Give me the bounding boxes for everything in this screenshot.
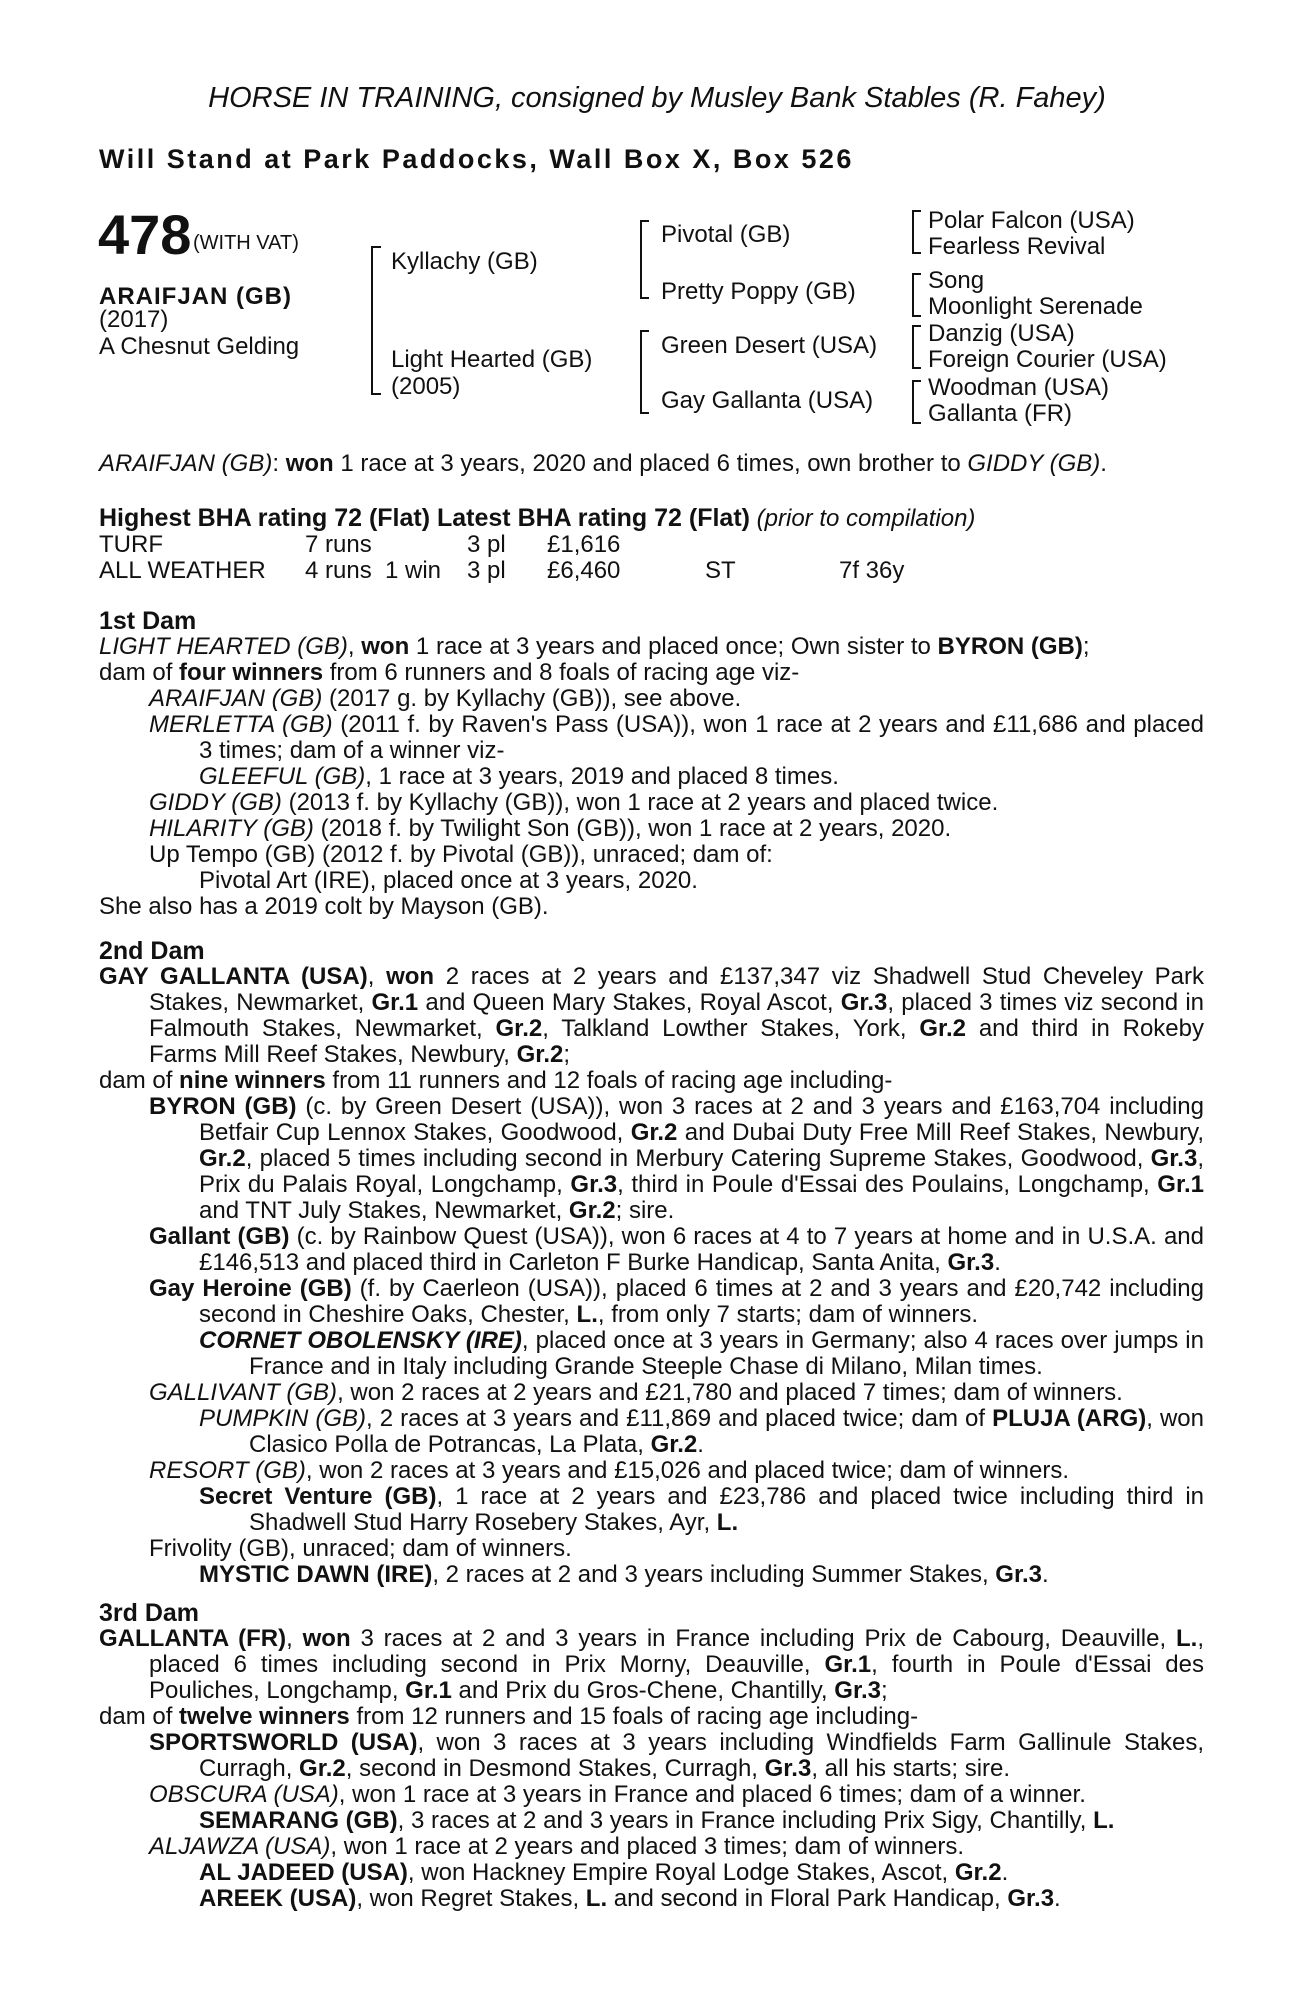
third-dam-section: 3rd Dam GALLANTA (FR), won 3 races at 2 and 3 years in France including Prix de Cabourg, Deauville, L., placed 6 times including second in Prix Morny, Deauville, Gr.1, fourth in Poule d'Essai des Pouliches, Longchamp, Gr.1 and Prix du Gros-Chene, Chantilly, Gr.3; dam of twelve winners from 12 runners and 15 foals of racing age including- SPORTSWORLD (USA), won 3 races at 3 years including Windfields Farm Gallinule Stakes, Curragh, Gr.2, second in Desmond Stakes, Curragh, Gr.3, all his starts; sire. OBSCURA (USA), won 1 race at 3 years in France and placed 6 times; dam of a winner. SEMARANG (GB), 3 races at 2 and 3 years in France including Prix Sigy, Chantilly, L. ALJAWZA (USA), won 1 race at 2 years and placed 3 times; dam of winners. AL JADEED (USA), won Hackney Empire Royal Lodge Stakes, Ascot, Gr.2. AREEK (USA), won Regret Stakes, L. and second in Floral Park Handicap, Gr.3. — [99, 1599, 1204, 1912]
section-heading: 3rd Dam — [99, 1599, 200, 1627]
pedigree-sire: Kyllachy (GB) — [391, 248, 538, 275]
bha-rating: Highest BHA rating 72 (Flat) Latest BHA rating 72 (Flat) (prior to compilation) — [99, 504, 976, 532]
lot-number: 478 — [98, 203, 192, 266]
race-record-table — [99, 532, 904, 584]
pedigree-brace — [371, 246, 381, 395]
pedigree-dam-sire: Green Desert (USA) — [661, 332, 878, 359]
section-heading: 1st Dam — [99, 607, 197, 635]
pedigree-brace — [640, 220, 649, 299]
table-row: ALL WEATHER 4 runs 1 win 3 pl £6,460 ST 7f 36y — [99, 557, 905, 584]
pedigree-sire-dam: Pretty Poppy (GB) — [661, 278, 856, 305]
pedigree-brace — [912, 325, 921, 369]
pedigree-brace — [912, 380, 921, 424]
table-row: TURF 7 runs 3 pl £1,616 — [99, 531, 621, 558]
pedigree-brace — [912, 210, 921, 254]
second-dam-section: 2nd Dam GAY GALLANTA (USA), won 2 races at 2 years and £137,347 viz Shadwell Stud Cheveley Park Stakes, Newmarket, Gr.1 and Queen Mary Stakes, Royal Ascot, Gr.3, placed 3 times viz second in Falmouth Stakes, Newmarket, Gr.2, Talkland Lowther Stakes, York, Gr.2 and third in Rokeby Farms Mill Reef Stakes, Newbury, Gr.2; dam of nine winners from 11 runners and 12 foals of racing age including- BYRON (GB) (c. by Green Desert (USA)), won 3 races at 2 and 3 years and £163,704 including Betfair Cup Lennox Stakes, Goodwood, Gr.2 and Dubai Duty Free Mill Reef Stakes, Newbury, Gr.2, placed 5 times including second in Merbury Catering Supreme Stakes, Goodwood, Gr.3, Prix du Palais Royal, Longchamp, Gr.3, third in Poule d'Essai des Poulains, Longchamp, Gr.1 and TNT July Stakes, Newmarket, Gr.2; sire. Gallant (GB) (c. by Rainbow Quest (USA)), won 6 races at 4 to 7 years at home and in U.S.A. and £146,513 and placed third in Carleton F Burke Handicap, Santa Anita, Gr.3. Gay Heroine (GB) (f. by Caerleon (USA)), placed 6 times at 2 and 3 years and £20,742 including second in Cheshire Oaks, Chester, L., from only 7 starts; dam of winners. CORNET OBOLENSKY (IRE), placed once at 3 years in Germany; also 4 races over jumps in France and in Italy including Grande Steeple Chase di Milano, Milan times. GALLIVANT (GB), won 2 races at 2 years and £21,780 and placed 7 times; dam of winners. PUMPKIN (GB), 2 races at 3 years and £11,869 and placed twice; dam of PLUJA (ARG), won Clasico Polla de Potrancas, La Plata, Gr.2. RESORT (GB), won 2 races at 3 years and £15,026 and placed twice; dam of winners. Secret Venture (GB), 1 race at 2 years and £23,786 and placed twice including third in Shadwell Stud Harry Rosebery Stakes, Ayr, L. Frivolity (GB), unraced; dam of winners. MYSTIC DAWN (IRE), 2 races at 2 and 3 years including Summer Stakes, Gr.3. — [99, 937, 1205, 1588]
pedigree-sdd: Moonlight Serenade — [928, 293, 1143, 320]
pedigree-dam-dam: Gay Gallanta (USA) — [661, 387, 874, 414]
pedigree-brace — [912, 273, 921, 317]
pedigree-brace — [640, 330, 649, 414]
pedigree-ssd: Fearless Revival — [928, 233, 1106, 260]
pedigree-dds: Woodman (USA) — [928, 374, 1109, 401]
pedigree-dam: Light Hearted (GB) — [391, 346, 593, 373]
race-summary: ARAIFJAN (GB): won 1 race at 3 years, 2020 and placed 6 times, own brother to GIDDY (GB). — [99, 450, 1107, 477]
vat-note: (WITH VAT) — [193, 232, 299, 254]
first-dam-section: 1st Dam LIGHT HEARTED (GB), won 1 race at 3 years and placed once; Own sister to BYRON (GB); dam of four winners from 6 runners and 8 foals of racing age viz- ARAIFJAN (GB) (2017 g. by Kyllachy (GB)), see above. MERLETTA (GB) (2011 f. by Raven's Pass (USA)), won 1 race at 2 years and £11,686 and placed 3 times; dam of a winner viz- GLEEFUL (GB), 1 race at 3 years, 2019 and placed 8 times. GIDDY (GB) (2013 f. by Kyllachy (GB)), won 1 race at 2 years and placed twice. HILARITY (GB) (2018 f. by Twilight Son (GB)), won 1 race at 2 years, 2020. Up Tempo (GB) (2012 f. by Pivotal (GB)), unraced; dam of: Pivotal Art (IRE), placed once at 3 years, 2020. She also has a 2019 colt by Mayson (GB). — [99, 607, 1205, 920]
pedigree-ddd: Gallanta (FR) — [928, 400, 1073, 427]
section-heading: 2nd Dam — [99, 937, 205, 965]
pedigree-sire-sire: Pivotal (GB) — [661, 221, 791, 248]
pedigree-dsd: Foreign Courier (USA) — [928, 346, 1167, 373]
horse-name: ARAIFJAN (GB) — [99, 283, 292, 310]
pedigree-dss: Danzig (USA) — [928, 320, 1075, 347]
pedigree-sss: Polar Falcon (USA) — [928, 207, 1135, 234]
stand-location: Will Stand at Park Paddocks, Wall Box X, Box 526 — [99, 144, 854, 174]
page-title: HORSE IN TRAINING, consigned by Musley Bank Stables (R. Fahey) — [208, 82, 1106, 114]
pedigree-sds: Song — [928, 267, 985, 294]
horse-year: (2017) — [99, 306, 169, 333]
horse-description: A Chesnut Gelding — [99, 333, 300, 360]
pedigree-dam-year: (2005) — [391, 373, 461, 400]
